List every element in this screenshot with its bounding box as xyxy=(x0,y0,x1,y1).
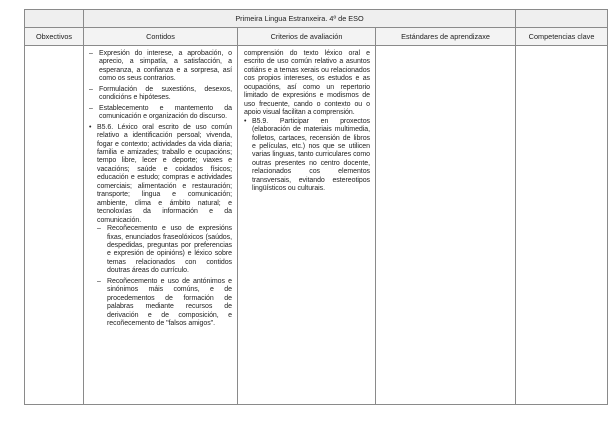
competencias-cell xyxy=(516,46,608,405)
table-title: Primeira Lingua Estranxeira. 4º de ESO xyxy=(84,10,516,28)
list-item: – Formulación de suxestións, desexos, condicións e hipóteses. xyxy=(89,86,232,103)
list-item: • B5.9. Participar en proxectos (elaboración de materiais multimedia, folletos, cartaces, recensión de libros e películas, etc.) nos que se utilicen varias linguas, tanto curriculares como outras presentes no centro docente, relacionados cos elementos transversais, evitando estereotipos lingüísticos ou culturais. xyxy=(244,118,370,194)
empty-header-cell xyxy=(25,10,84,28)
contidos-list xyxy=(84,46,237,333)
column-header-competencias: Competencias clave xyxy=(516,28,608,46)
obxectivos-cell xyxy=(25,46,84,405)
curriculum-table xyxy=(24,9,608,405)
table-row xyxy=(25,46,608,405)
column-header-row xyxy=(25,28,608,46)
column-header-contidos: Contidos xyxy=(84,28,238,46)
contidos-cell xyxy=(84,46,238,405)
list-item: • B5.6. Léxico oral escrito de uso común relativo a identificación persoal; vivenda, fogar e contexto; actividades da vida diaria; familia e amizades; traballo e ocupacións; tempo libre, lecer e deporte; viaxes e vacacións; saúde e coidados físicos; educación e estudo; compras e actividades comerciais; alimentación e restauración; transporte; lingua e comunicación; ambiente, clima e ámbito natural; e tecnoloxías da información e da comunicación. xyxy=(89,124,232,225)
list-item: – Recoñecemento e uso de antónimos e sinónimos máis comúns, e de procedementos de formación de palabras mediante recursos de derivación e de composición, e recoñecemento de "falsos amigos". xyxy=(97,278,232,329)
criterio-continuation-text: comprensión do texto léxico oral e escrito de uso común relativo a asuntos cotiáns e a temas xerais ou relacionados cos propios intereses, os estudos e as ocupacións, así como un repertorio limitado de expresións e modismos de uso frecuente, cando o contexto ou o apoio visual facilitan a comprensión. xyxy=(244,50,370,117)
column-header-obxectivos: Obxectivos xyxy=(25,28,84,46)
column-header-criterios: Criterios de avaliación xyxy=(238,28,376,46)
list-item: – Recoñecemento e uso de expresións fixas, enunciados fraseolóxicos (saúdos, despedidas, preguntas por preferencias e expresión de opinións) e léxico sobre temas relacionados con contidos doutras áreas do currículo. xyxy=(97,225,232,276)
criterios-list xyxy=(238,46,375,196)
list-item: – Expresión do interese, a aprobación, o aprecio, a simpatía, a satisfacción, a esperanza, a confianza e a sorpresa, así como os seus contrarios. xyxy=(89,50,232,84)
column-header-estandares: Estándares de aprendizaxe xyxy=(376,28,516,46)
title-row xyxy=(25,10,608,28)
criterios-cell xyxy=(238,46,376,405)
list-item: – Establecemento e mantemento da comunicación e organización do discurso. xyxy=(89,105,232,122)
estandares-cell xyxy=(376,46,516,405)
empty-header-cell xyxy=(516,10,608,28)
